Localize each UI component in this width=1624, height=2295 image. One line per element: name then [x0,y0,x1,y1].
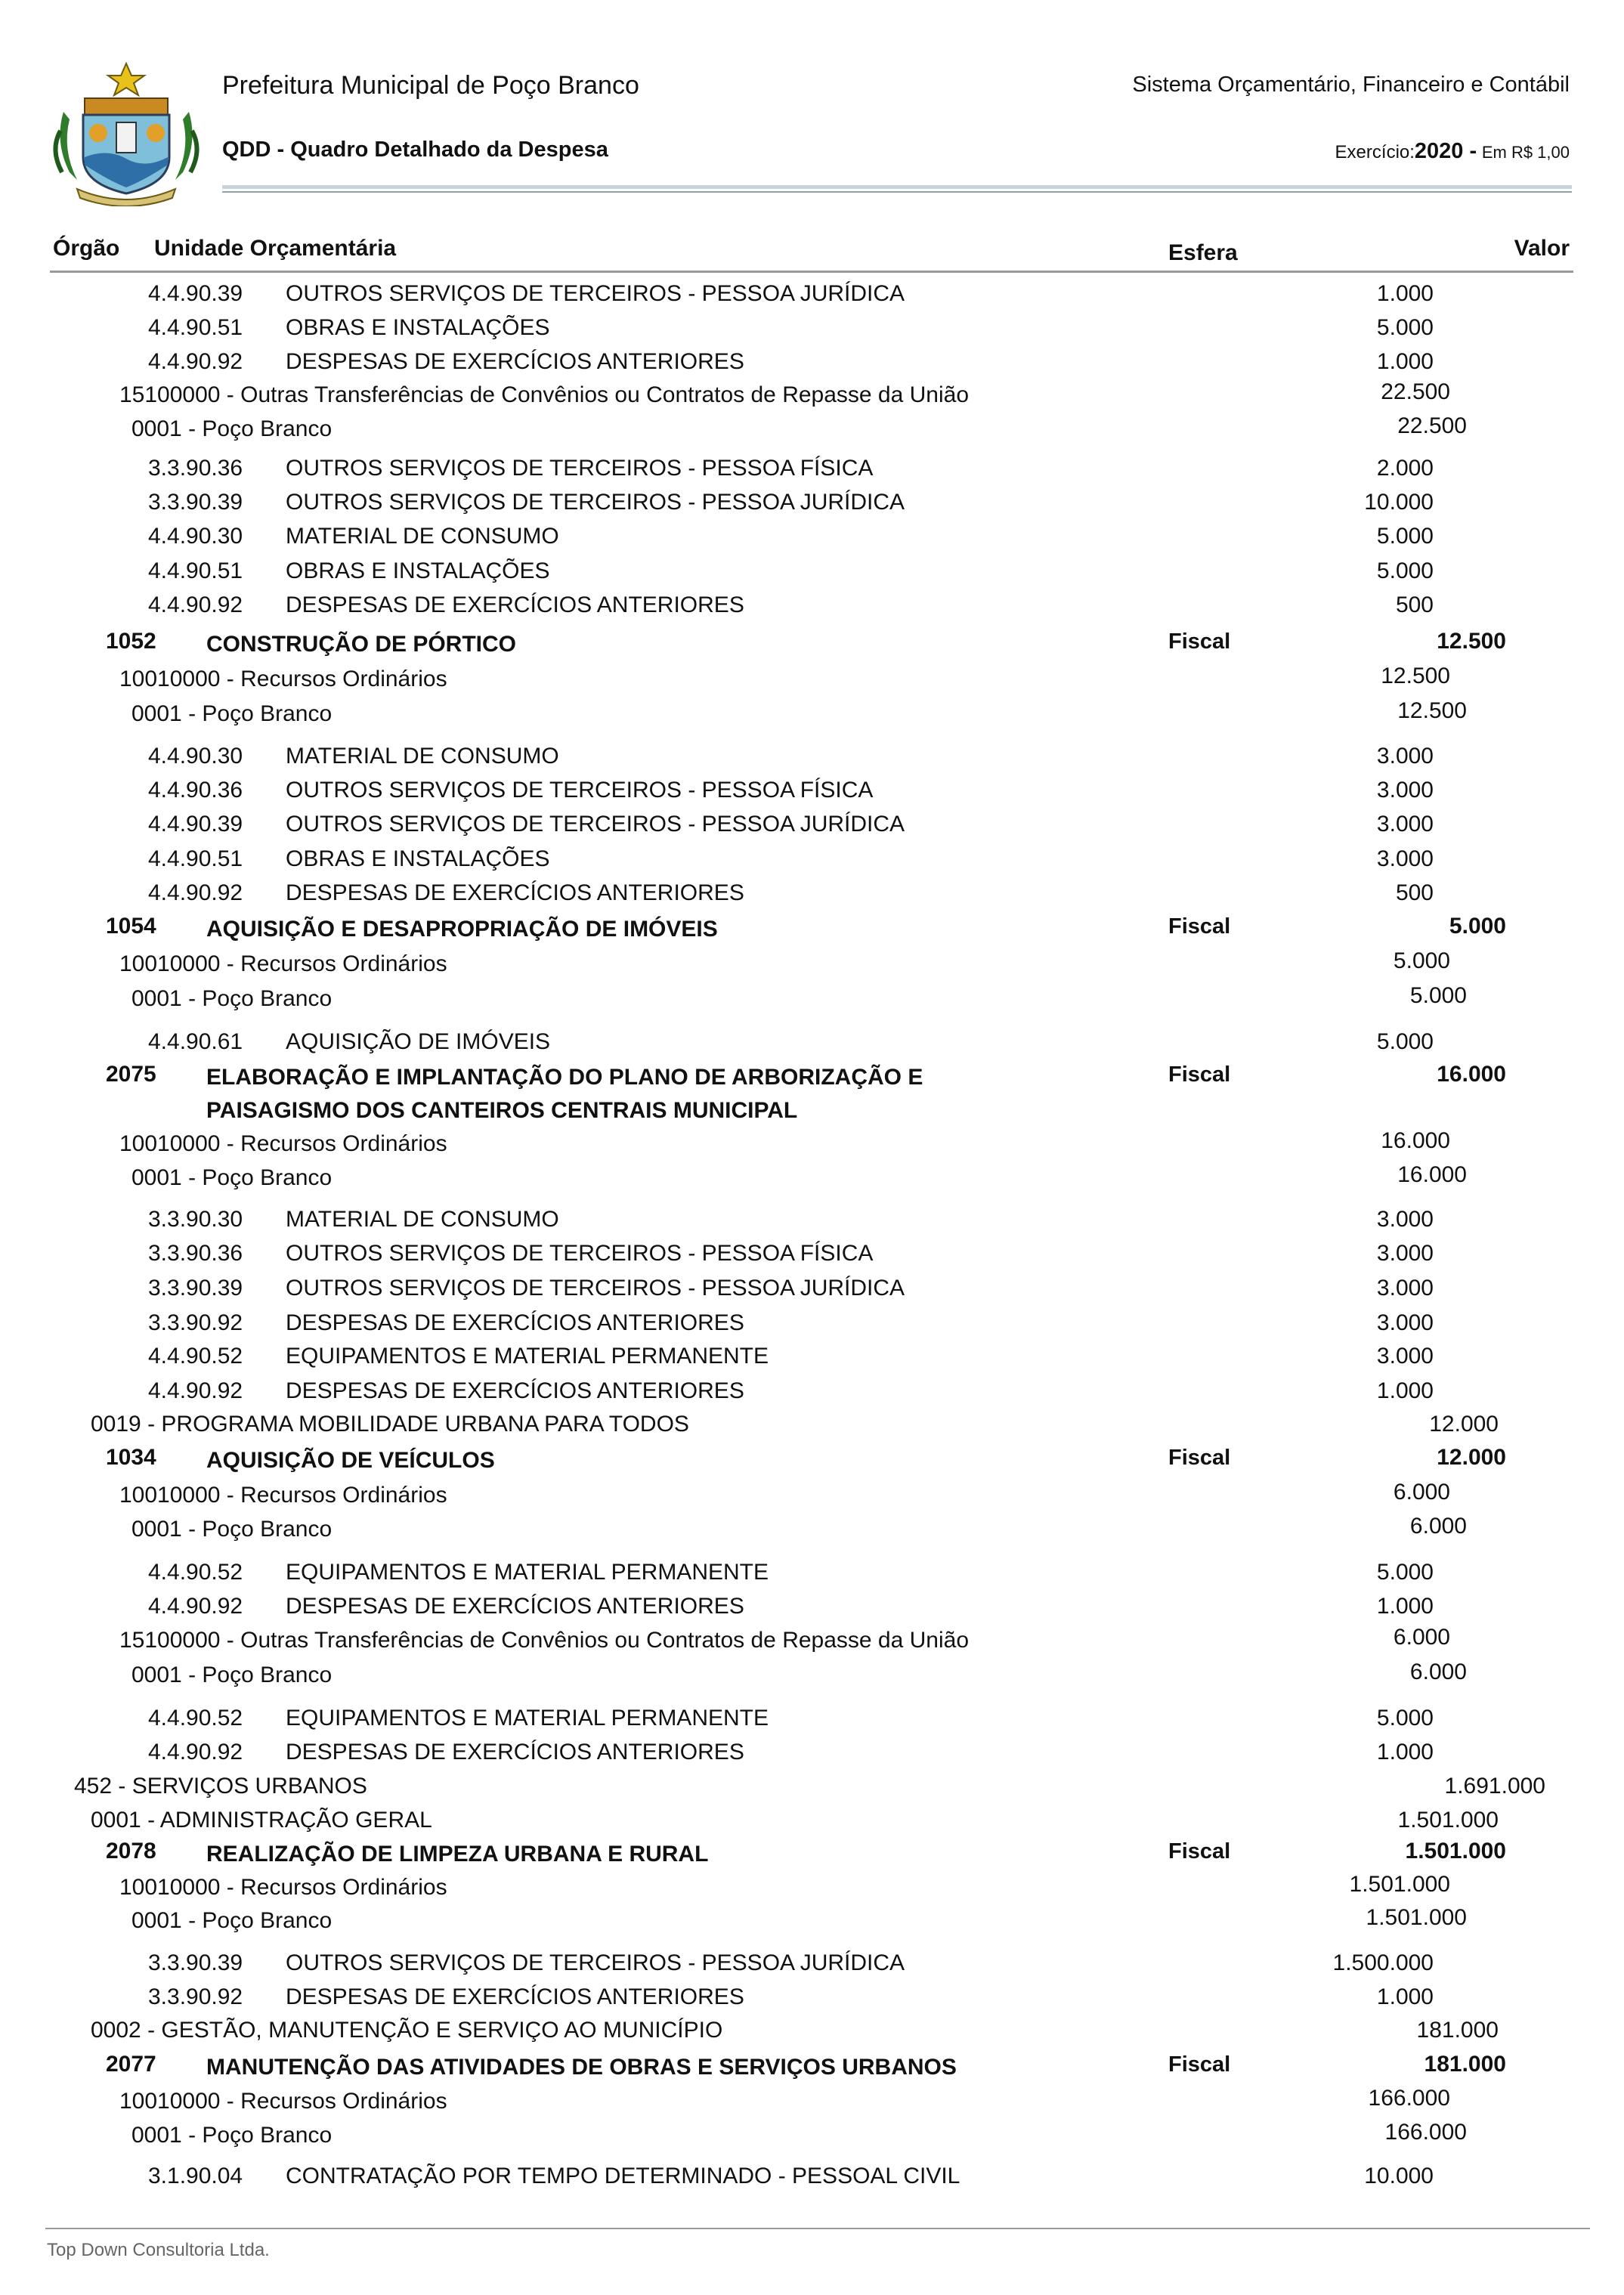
localidade-label: 0001 - Poço Branco [131,701,333,726]
fonte-recurso-value: 1.501.000 [1349,1872,1450,1897]
element-code: 3.1.90.04 [148,2164,243,2188]
element-code: 4.4.90.39 [148,812,243,837]
element-value: 500 [1395,880,1434,905]
esfera-value: Fiscal [1168,914,1231,939]
element-code: 4.4.90.92 [148,349,243,374]
element-code: 3.3.90.39 [148,490,243,515]
element-description: MATERIAL DE CONSUMO [286,1207,559,1232]
project-code: 2075 [106,1062,156,1087]
table-row [0,1482,1624,1515]
element-description: DESPESAS DE EXERCÍCIOS ANTERIORES [286,1740,744,1765]
fonte-recurso-label: 10010000 - Recursos Ordinários [119,1131,447,1156]
project-title-line2: PAISAGISMO DOS CANTEIROS CENTRAIS MUNICIPAL [206,1098,798,1123]
element-code: 4.4.90.92 [148,1378,243,1403]
element-code: 4.4.90.92 [148,1740,243,1765]
localidade-label: 0001 - Poço Branco [131,1662,333,1687]
subfuncao-value: 1.691.000 [1444,1774,1545,1799]
table-row [0,1807,1624,1840]
table-row [0,1162,1624,1198]
element-code: 3.3.90.30 [148,1207,243,1232]
table-row [0,413,1624,449]
element-code: 3.3.90.92 [148,1310,243,1335]
element-code: 4.4.90.92 [148,592,243,617]
element-description: OUTROS SERVIÇOS DE TERCEIROS - PESSOA JURÍDICA [286,812,905,837]
element-value: 10.000 [1364,490,1434,515]
element-value: 1.000 [1376,349,1434,374]
programa-value: 12.000 [1429,1412,1499,1437]
fonte-recurso-value: 166.000 [1368,2086,1450,2111]
fonte-recurso-label: 10010000 - Recursos Ordinários [119,951,447,976]
localidade-value: 5.000 [1409,983,1467,1008]
fonte-recurso-value: 6.000 [1393,1625,1450,1650]
table-row [0,592,1624,625]
table-row [0,1240,1624,1273]
element-code: 4.4.90.51 [148,846,243,871]
esfera-value: Fiscal [1168,1839,1231,1864]
exercicio-label: Exercício: [1335,142,1415,162]
currency-note: Em R$ 1,00 [1481,143,1570,162]
table-row [0,314,1624,348]
table-row [0,1275,1624,1308]
localidade-label: 0001 - Poço Branco [131,2123,333,2148]
table-row [0,1841,1624,1874]
column-header-unidade: Unidade Orçamentária [154,236,397,261]
element-description: CONTRATAÇÃO POR TEMPO DETERMINADO - PESSOAL CIVIL [286,2164,960,2188]
element-description: DESPESAS DE EXERCÍCIOS ANTERIORES [286,1594,744,1619]
footer-rule [45,2228,1590,2229]
element-value: 1.500.000 [1332,1950,1434,1975]
localidade-label: 0001 - Poço Branco [131,986,333,1011]
element-code: 3.3.90.92 [148,1984,243,2009]
table-row [0,1411,1624,1444]
element-value: 5.000 [1376,524,1434,549]
element-value: 1.000 [1376,1740,1434,1765]
fonte-recurso-label: 10010000 - Recursos Ordinários [119,667,447,691]
element-value: 5.000 [1376,1029,1434,1054]
fonte-recurso-value: 5.000 [1393,948,1450,973]
element-description: EQUIPAMENTOS E MATERIAL PERMANENTE [286,1560,769,1585]
element-code: 3.3.90.36 [148,456,243,481]
table-row [0,1206,1624,1239]
project-code: 2077 [106,2052,156,2077]
fonte-recurso-label: 15100000 - Outras Transferências de Convênios ou Contratos de Repasse da União [119,382,970,407]
element-description: DESPESAS DE EXERCÍCIOS ANTERIORES [286,592,744,617]
element-code: 3.3.90.39 [148,1276,243,1301]
table-row [0,631,1624,664]
table-row [0,1773,1624,1806]
fonte-recurso-label: 10010000 - Recursos Ordinários [119,2089,447,2114]
element-value: 3.000 [1376,1344,1434,1369]
table-row [0,1907,1624,1941]
table-row [0,1559,1624,1592]
table-row [0,1028,1624,1062]
element-description: DESPESAS DE EXERCÍCIOS ANTERIORES [286,880,744,905]
element-value: 3.000 [1376,1310,1434,1335]
element-code: 4.4.90.52 [148,1344,243,1369]
element-code: 4.4.90.92 [148,1594,243,1619]
localidade-value: 16.000 [1397,1162,1467,1187]
element-description: OUTROS SERVIÇOS DE TERCEIROS - PESSOA FÍSICA [286,778,874,803]
localidade-label: 0001 - Poço Branco [131,416,333,441]
element-description: OBRAS E INSTALAÇÕES [286,846,550,871]
programa-label: 0001 - ADMINISTRAÇÃO GERAL [91,1808,432,1833]
esfera-value: Fiscal [1168,629,1231,654]
table-row [0,698,1624,734]
table-row [0,523,1624,556]
project-title: REALIZAÇÃO DE LIMPEZA URBANA E RURAL [206,1842,709,1867]
subfuncao-label: 452 - SERVIÇOS URBANOS [74,1774,367,1799]
table-row [0,1310,1624,1343]
project-title: ELABORAÇÃO E IMPLANTAÇÃO DO PLANO DE ARBORIZAÇÃO E [206,1065,923,1090]
element-code: 4.4.90.92 [148,880,243,905]
table-row [0,1705,1624,1738]
table-row [0,1659,1624,1695]
element-code: 4.4.90.52 [148,1560,243,1585]
table-row [0,1378,1624,1411]
element-description: DESPESAS DE EXERCÍCIOS ANTERIORES [286,1984,744,2009]
element-description: OUTROS SERVIÇOS DE TERCEIROS - PESSOA JURÍDICA [286,490,905,515]
localidade-value: 12.500 [1397,698,1467,723]
project-code: 2078 [106,1839,156,1864]
table-row [0,2054,1624,2087]
table-row [0,1343,1624,1376]
project-code: 1034 [106,1445,156,1470]
element-code: 3.3.90.39 [148,1950,243,1975]
element-code: 4.4.90.39 [148,281,243,306]
project-value: 5.000 [1449,914,1506,939]
localidade-value: 6.000 [1409,1659,1467,1684]
element-description: OUTROS SERVIÇOS DE TERCEIROS - PESSOA JURÍDICA [286,1276,905,1301]
table-row [0,2163,1624,2196]
element-description: MATERIAL DE CONSUMO [286,524,559,549]
element-description: DESPESAS DE EXERCÍCIOS ANTERIORES [286,349,744,374]
element-value: 3.000 [1376,1276,1434,1301]
table-row [0,558,1624,591]
exercicio-year: 2020 - [1414,139,1477,163]
project-value: 12.000 [1437,1445,1506,1470]
element-value: 5.000 [1376,1560,1434,1585]
project-value: 16.000 [1437,1062,1506,1087]
element-value: 1.000 [1376,281,1434,306]
column-header-valor: Valor [1514,236,1570,261]
element-description: AQUISIÇÃO DE IMÓVEIS [286,1029,551,1054]
fonte-recurso-label: 10010000 - Recursos Ordinários [119,1483,447,1508]
element-value: 10.000 [1364,2164,1434,2188]
element-description: DESPESAS DE EXERCÍCIOS ANTERIORES [286,1310,744,1335]
project-value: 12.500 [1437,629,1506,654]
element-description: OBRAS E INSTALAÇÕES [286,558,550,583]
project-title: AQUISIÇÃO DE VEÍCULOS [206,1448,495,1473]
element-description: OUTROS SERVIÇOS DE TERCEIROS - PESSOA JURÍDICA [286,1950,905,1975]
element-value: 2.000 [1376,456,1434,481]
table-row [0,1447,1624,1480]
element-code: 4.4.90.61 [148,1029,243,1054]
element-value: 5.000 [1376,558,1434,583]
localidade-value: 22.500 [1397,413,1467,438]
table-row [0,379,1624,415]
esfera-value: Fiscal [1168,1446,1231,1470]
table-row [0,489,1624,522]
table-row [0,1739,1624,1772]
table-row [0,985,1624,1019]
element-value: 500 [1395,592,1434,617]
fonte-recurso-value: 22.500 [1381,379,1450,404]
element-value: 3.000 [1376,778,1434,803]
esfera-value: Fiscal [1168,1062,1231,1087]
element-code: 4.4.90.30 [148,524,243,549]
element-code: 4.4.90.30 [148,744,243,769]
table-row [0,880,1624,913]
element-value: 1.000 [1376,1984,1434,2009]
table-row [0,811,1624,844]
element-description: OBRAS E INSTALAÇÕES [286,315,550,340]
localidade-value: 1.501.000 [1366,1905,1467,1930]
element-description: EQUIPAMENTOS E MATERIAL PERMANENTE [286,1706,769,1731]
element-code: 4.4.90.52 [148,1706,243,1731]
project-title: MANUTENÇÃO DAS ATIVIDADES DE OBRAS E SERVIÇOS URBANOS [206,2055,957,2080]
element-description: MATERIAL DE CONSUMO [286,744,559,769]
table-row [0,455,1624,488]
column-header-orgao: Órgão [53,236,120,261]
element-description: OUTROS SERVIÇOS DE TERCEIROS - PESSOA JURÍDICA [286,281,905,306]
table-row [0,348,1624,382]
localidade-value: 6.000 [1409,1514,1467,1539]
fonte-recurso-label: 15100000 - Outras Transferências de Convênios ou Contratos de Repasse da União [119,1628,970,1653]
page-title: Prefeitura Municipal de Poço Branco [222,71,639,100]
table-row [0,1874,1624,1907]
table-row [0,1593,1624,1626]
table-row [0,743,1624,776]
programa-label: 0019 - PROGRAMA MOBILIDADE URBANA PARA TODOS [91,1412,689,1437]
project-title: CONSTRUÇÃO DE PÓRTICO [206,632,517,657]
element-value: 3.000 [1376,744,1434,769]
project-title: AQUISIÇÃO E DESAPROPRIAÇÃO DE IMÓVEIS [206,917,718,942]
table-row [0,916,1624,949]
element-code: 4.4.90.36 [148,778,243,803]
table-row [0,1130,1624,1164]
table-row [0,2122,1624,2155]
project-code: 1054 [106,914,156,939]
table-row [0,777,1624,810]
localidade-label: 0001 - Poço Branco [131,1908,333,1933]
table-row [0,2088,1624,2121]
project-code: 1052 [106,629,156,654]
fonte-recurso-value: 16.000 [1381,1128,1450,1153]
element-description: OUTROS SERVIÇOS DE TERCEIROS - PESSOA FÍSICA [286,1241,874,1266]
element-value: 3.000 [1376,1241,1434,1266]
localidade-value: 166.000 [1384,2120,1467,2145]
element-value: 1.000 [1376,1378,1434,1403]
element-description: DESPESAS DE EXERCÍCIOS ANTERIORES [286,1378,744,1403]
localidade-label: 0001 - Poço Branco [131,1165,333,1190]
report-subtitle: QDD - Quadro Detalhado da Despesa [222,138,608,162]
footer-company: Top Down Consultoria Ltda. [47,2240,270,2260]
esfera-value: Fiscal [1168,2052,1231,2077]
fonte-recurso-label: 10010000 - Recursos Ordinários [119,1875,447,1900]
fonte-recurso-value: 6.000 [1393,1480,1450,1505]
element-code: 4.4.90.51 [148,315,243,340]
localidade-label: 0001 - Poço Branco [131,1517,333,1542]
element-description: OUTROS SERVIÇOS DE TERCEIROS - PESSOA FÍSICA [286,456,874,481]
table-row [0,663,1624,699]
project-value: 181.000 [1424,2052,1506,2077]
element-value: 3.000 [1376,846,1434,871]
programa-value: 181.000 [1416,2018,1499,2043]
column-header-esfera: Esfera [1168,240,1238,265]
table-row [0,948,1624,984]
programa-value: 1.501.000 [1397,1808,1499,1833]
element-value: 1.000 [1376,1594,1434,1619]
element-code: 4.4.90.51 [148,558,243,583]
table-row [0,1984,1624,2017]
project-value: 1.501.000 [1405,1839,1506,1864]
element-value: 5.000 [1376,315,1434,340]
element-description: EQUIPAMENTOS E MATERIAL PERMANENTE [286,1344,769,1369]
table-row [0,1062,1624,1123]
element-code: 3.3.90.36 [148,1241,243,1266]
table-row [0,280,1624,314]
element-value: 3.000 [1376,1207,1434,1232]
table-row [0,1516,1624,1549]
system-name: Sistema Orçamentário, Financeiro e Contábil [1132,73,1570,97]
programa-label: 0002 - GESTÃO, MANUTENÇÃO E SERVIÇO AO MUNICÍPIO [91,2018,723,2043]
table-row [0,2017,1624,2050]
table-row [0,846,1624,879]
table-row [0,1950,1624,1983]
fonte-recurso-value: 12.500 [1381,663,1450,688]
element-value: 3.000 [1376,812,1434,837]
table-row [0,1627,1624,1660]
element-value: 5.000 [1376,1706,1434,1731]
